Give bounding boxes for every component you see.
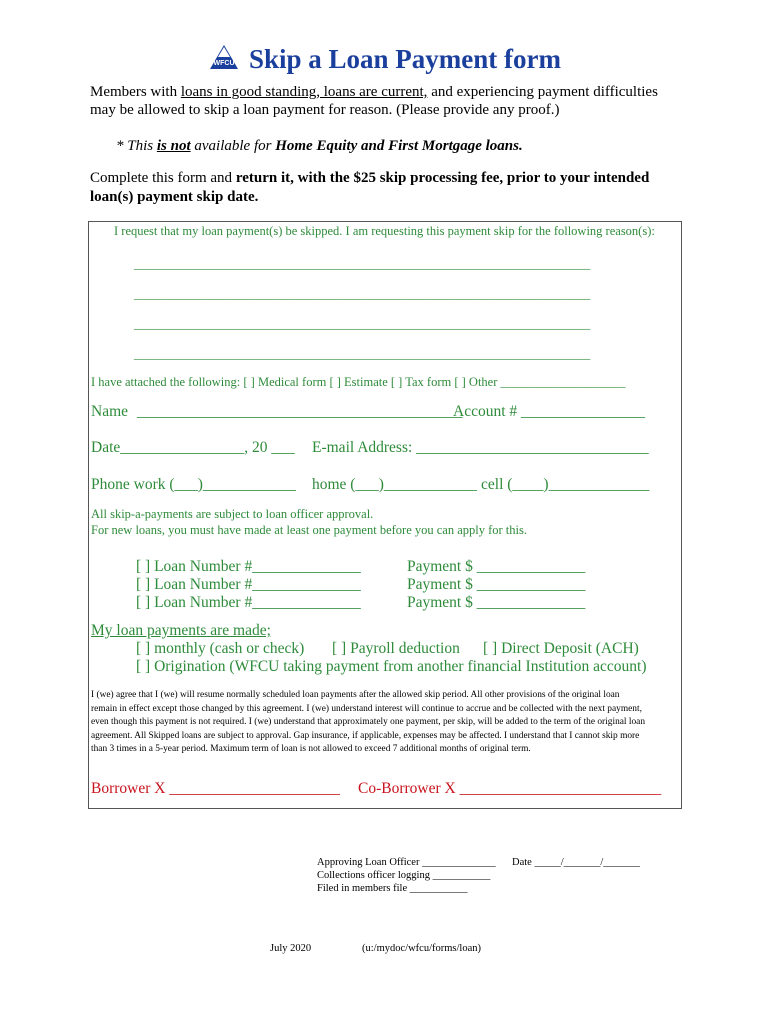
approval-note-1: All skip-a-payments are subject to loan officer approval.	[91, 507, 374, 521]
account-field[interactable]: Account # ________________	[453, 403, 646, 420]
phone-cell-field[interactable]: cell (____)_____________	[481, 476, 650, 493]
filed-field[interactable]: Filed in members file ___________	[317, 883, 468, 894]
name-field[interactable]: __________________________________________	[137, 403, 463, 420]
approval-note-2: For new loans, you must have made at least one payment before you can apply for this.	[91, 523, 527, 537]
borrower-signature[interactable]: Borrower X ______________________	[91, 780, 340, 797]
coborrower-signature[interactable]: Co-Borrower X __________________________	[358, 780, 662, 797]
payment-amount-3[interactable]: Payment $ ______________	[407, 594, 586, 611]
phone-work-field[interactable]: Phone work (___)____________	[91, 476, 296, 493]
reason-line-2[interactable]: _________________________________________________________________________	[134, 287, 591, 301]
exclusion-note: * This is not available for Home Equity and First Mortgage loans.	[116, 138, 523, 154]
option-monthly[interactable]: [ ] monthly (cash or check)	[136, 640, 305, 657]
logo-text: WFCU	[213, 60, 235, 67]
wfcu-logo	[209, 44, 239, 75]
title-bar	[0, 44, 770, 75]
collections-logging-field[interactable]: Collections officer logging ___________	[317, 870, 491, 881]
intro-line-1: Members with loans in good standing, loans are current, and experiencing payment difficulties	[90, 84, 658, 100]
agreement-line: I (we) agree that I (we) will resume normally scheduled loan payments after the allowed skip period. All other provisions of the original loan	[91, 690, 620, 700]
instructions-line-1: Complete this form and return it, with the $25 skip processing fee, prior to your intended	[90, 170, 650, 186]
page-title: Skip a Loan Payment form	[248, 44, 562, 74]
date-field[interactable]: Date________________, 20 ___	[91, 439, 295, 456]
loan-number-1[interactable]: [ ] Loan Number #______________	[136, 558, 361, 575]
name-label: Name	[91, 403, 129, 420]
payment-amount-1[interactable]: Payment $ ______________	[407, 558, 586, 575]
payment-method-label: My loan payments are made;	[91, 622, 271, 639]
instructions-line-2: loan(s) payment skip date.	[90, 189, 259, 205]
loan-number-3[interactable]: [ ] Loan Number #______________	[136, 594, 361, 611]
agreement-line: remain in effect except those changed by this agreement. I (we) understand interest will continue to accrue and be collected with the next payment,	[91, 703, 642, 714]
reason-line-4[interactable]: _________________________________________________________________________	[134, 347, 591, 361]
office-date-field[interactable]: Date _____/_______/_______	[512, 857, 641, 868]
agreement-line: even though this payment is not required. I (we) understand that approximately one payment, per skip, will be added to the term of the original loan	[91, 717, 646, 727]
payment-amount-2[interactable]: Payment $ ______________	[407, 576, 586, 593]
email-field[interactable]: E-mail Address: ______________________________	[312, 439, 649, 456]
agreement-line: agreement. All Skipped loans are subject to approval. Gap insurance, if applicable, expenses may be affected. I understand that I cannot skip more	[91, 730, 640, 741]
request-statement: I request that my loan payment(s) be skipped. I am requesting this payment skip for the following reason(s):	[114, 224, 655, 238]
agreement-text	[91, 689, 681, 757]
intro-line-2: may be allowed to skip a loan payment for reason. (Please provide any proof.)	[90, 102, 560, 118]
phone-home-field[interactable]: home (___)____________	[312, 476, 477, 493]
attachments-checklist[interactable]: I have attached the following: [ ] Medical form [ ] Estimate [ ] Tax form [ ] Other ____________________	[91, 375, 626, 389]
form-revision-date: July 2020	[270, 943, 312, 954]
option-payroll[interactable]: [ ] Payroll deduction	[332, 640, 460, 657]
reason-line-3[interactable]: _________________________________________________________________________	[134, 317, 591, 331]
option-origination[interactable]: [ ] Origination (WFCU taking payment from another financial Institution account)	[136, 658, 647, 675]
option-direct-deposit[interactable]: [ ] Direct Deposit (ACH)	[483, 640, 639, 657]
document-path: (u:/mydoc/wfcu/forms/loan)	[362, 943, 481, 954]
reason-line-1[interactable]: _________________________________________________________________________	[134, 257, 591, 271]
agreement-line: than 3 times in a 5-year period. Maximum term of loan is not allowed to exceed 7 additional months of original term.	[91, 744, 531, 754]
loan-number-2[interactable]: [ ] Loan Number #______________	[136, 576, 361, 593]
approving-officer-field[interactable]: Approving Loan Officer ______________	[317, 857, 496, 868]
